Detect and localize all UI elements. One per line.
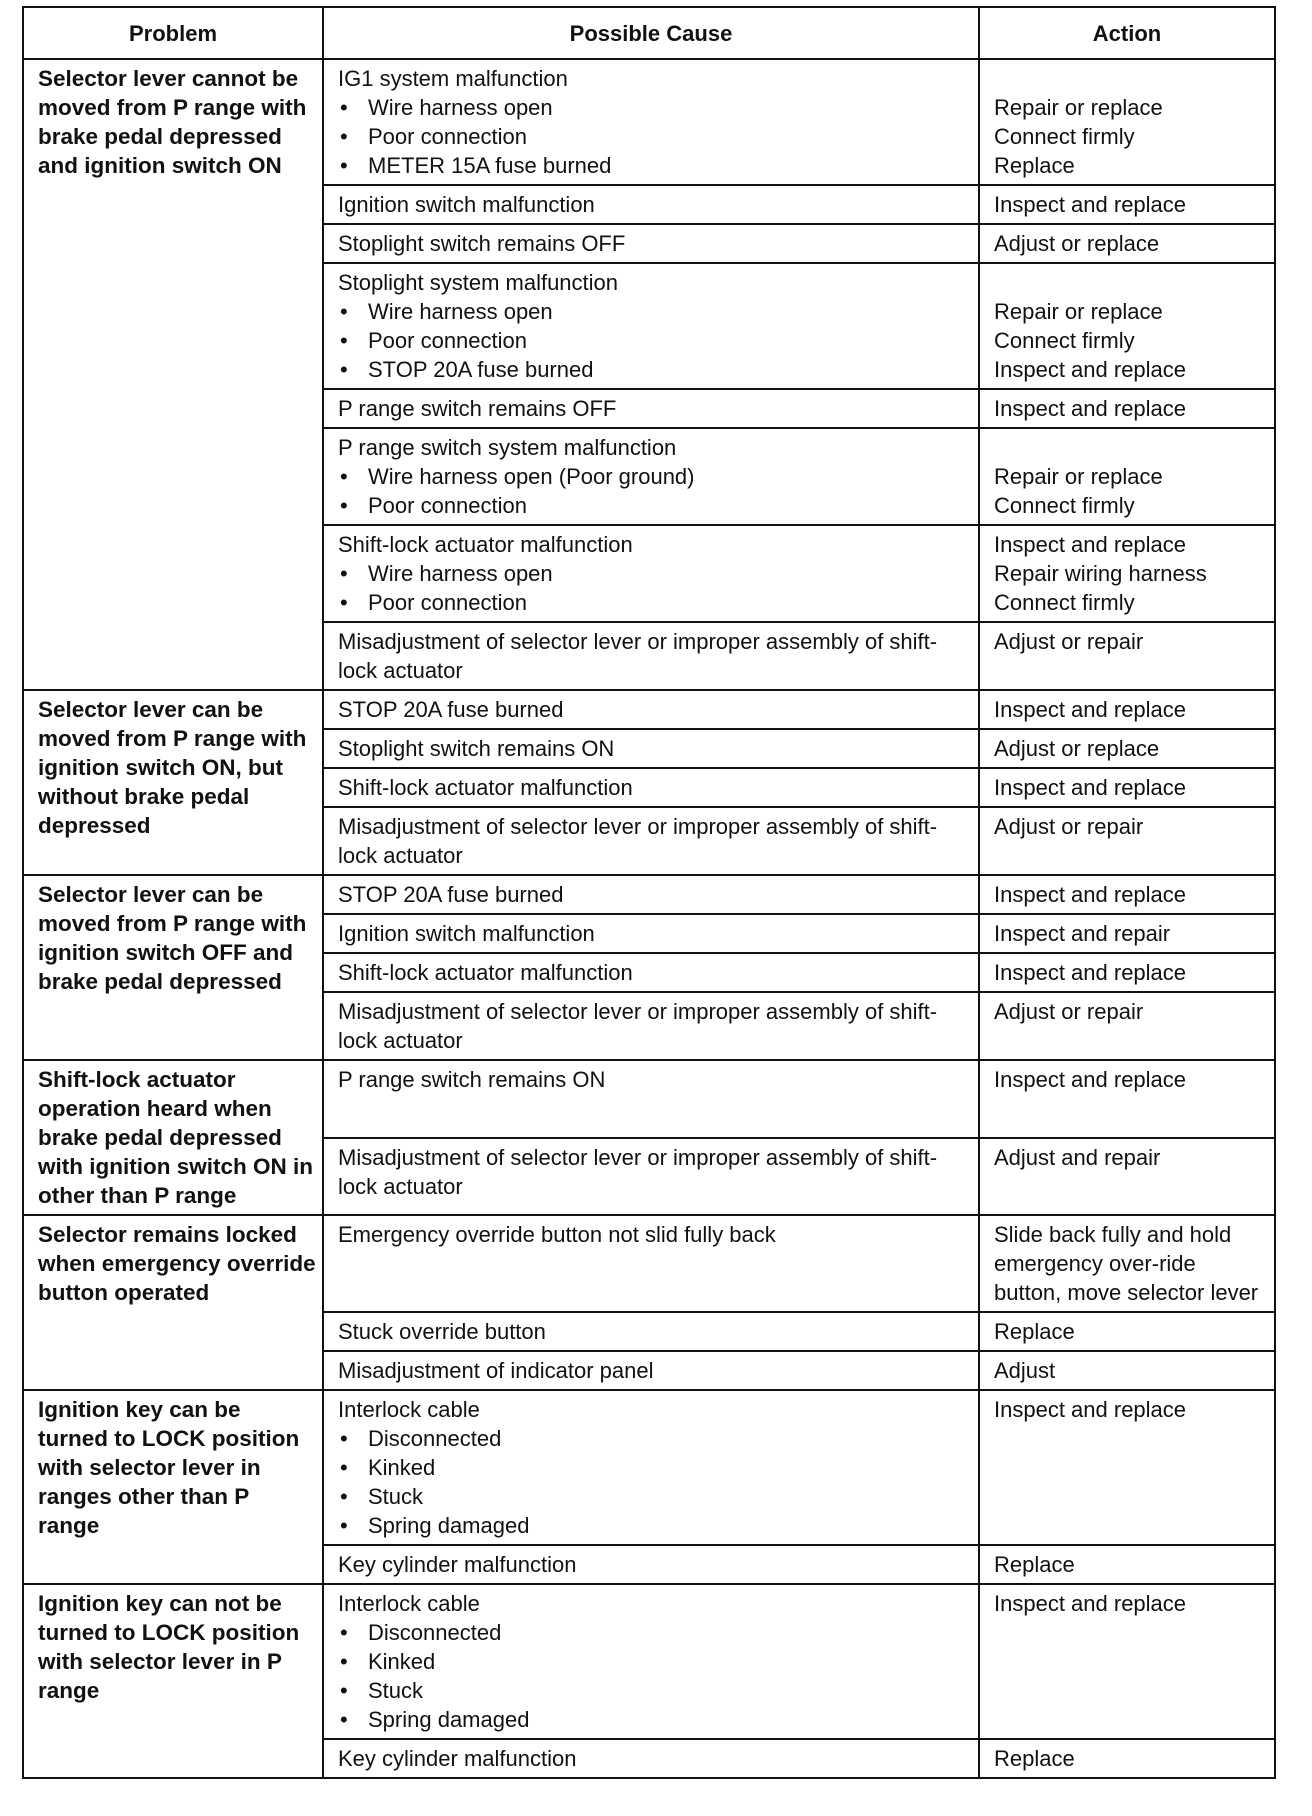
cause-cell xyxy=(323,525,979,622)
cause-bullet: • Disconnected xyxy=(338,1424,966,1453)
table-row xyxy=(23,59,1275,185)
cause-text: Ignition switch malfunction xyxy=(338,921,595,946)
action-text: Adjust xyxy=(994,1358,1056,1383)
cause-cell xyxy=(323,1351,979,1390)
cause-cell xyxy=(323,185,979,224)
problem-cell: Ignition key can be turned to LOCK position with selector lever in ranges other than P range xyxy=(23,1390,323,1584)
action-text: Inspect and replace xyxy=(994,396,1187,421)
cause-cell xyxy=(323,389,979,428)
cause-text: Emergency override button not slid fully back xyxy=(338,1222,776,1247)
table-row xyxy=(23,1060,1275,1138)
cause-text: Shift-lock actuator malfunction xyxy=(338,960,633,985)
cause-text: Shift-lock actuator malfunction xyxy=(338,532,633,557)
cause-text: Stuck override button xyxy=(338,1319,546,1344)
action-text: Slide back fully and hold emergency over-ride button, move selector lever xyxy=(994,1222,1259,1305)
cause-text: Key cylinder malfunction xyxy=(338,1746,577,1771)
problem-cell: Selector remains locked when emergency override button operated xyxy=(23,1215,323,1390)
action-cell xyxy=(979,185,1275,224)
cause-bullet: • Poor connection xyxy=(338,326,966,355)
spacer xyxy=(338,1094,966,1123)
table-row xyxy=(23,1390,1275,1545)
action-cell xyxy=(979,807,1275,875)
action-cell xyxy=(979,1584,1275,1739)
cause-bullet: • STOP 20A fuse burned xyxy=(338,355,966,384)
cause-text: Stoplight switch remains ON xyxy=(338,736,615,761)
cause-bullet: • Stuck xyxy=(338,1676,966,1705)
action-cell xyxy=(979,263,1275,389)
action-text: Inspect and replace xyxy=(994,1591,1187,1616)
table-row xyxy=(23,690,1275,729)
cause-cell xyxy=(323,1545,979,1584)
action-cell xyxy=(979,1545,1275,1584)
action-text: Inspect and replace xyxy=(994,1397,1187,1422)
action-cell xyxy=(979,1739,1275,1778)
problem-cell: Shift-lock actuator operation heard when brake pedal depressed with ignition switch ON in other than P range xyxy=(23,1060,323,1215)
table-body xyxy=(23,59,1275,1778)
action-text: Inspect and replace xyxy=(994,697,1187,722)
action-text: Adjust or repair xyxy=(994,629,1144,654)
table-row xyxy=(23,1215,1275,1312)
action-text: Connect firmly xyxy=(994,493,1135,518)
cause-cell xyxy=(323,622,979,690)
cause-text: Ignition switch malfunction xyxy=(338,192,595,217)
cause-cell xyxy=(323,729,979,768)
action-text: Repair or replace xyxy=(994,299,1163,324)
cause-bullet: • Wire harness open xyxy=(338,297,966,326)
action-text: Inspect and replace xyxy=(994,532,1187,557)
cause-cell xyxy=(323,1739,979,1778)
cause-bullet: • Stuck xyxy=(338,1482,966,1511)
cause-text: P range switch remains OFF xyxy=(338,396,617,421)
cause-bullet: • Disconnected xyxy=(338,1618,966,1647)
cause-text: Misadjustment of selector lever or improper assembly of shift-lock actuator xyxy=(338,629,938,683)
cause-text: STOP 20A fuse burned xyxy=(338,882,564,907)
action-text: Inspect and replace xyxy=(994,357,1187,382)
action-cell xyxy=(979,224,1275,263)
action-text: Replace xyxy=(994,1552,1075,1577)
problem-cell: Selector lever can be moved from P range with ignition switch OFF and brake pedal depressed xyxy=(23,875,323,1060)
action-cell xyxy=(979,1138,1275,1216)
cause-text: STOP 20A fuse burned xyxy=(338,697,564,722)
cause-cell xyxy=(323,768,979,807)
action-text: Adjust and repair xyxy=(994,1144,1161,1170)
header-problem: Problem xyxy=(23,7,323,59)
action-cell xyxy=(979,622,1275,690)
cause-cell xyxy=(323,1138,979,1216)
action-text: Inspect and repair xyxy=(994,921,1171,946)
troubleshooting-table xyxy=(22,6,1276,1779)
cause-text: P range switch remains ON xyxy=(338,1067,606,1092)
action-text: Adjust or replace xyxy=(994,736,1160,761)
cause-text: Misadjustment of indicator panel xyxy=(338,1358,654,1383)
cause-text: Misadjustment of selector lever or improper assembly of shift-lock actuator xyxy=(338,814,938,868)
cause-cell xyxy=(323,428,979,525)
action-text: Repair wiring harness xyxy=(994,561,1207,586)
problem-cell: Selector lever can be moved from P range with ignition switch ON, but without brake pedal depressed xyxy=(23,690,323,875)
table-row xyxy=(23,875,1275,914)
cause-cell xyxy=(323,690,979,729)
cause-cell xyxy=(323,1215,979,1312)
cause-text: Misadjustment of selector lever or improper assembly of shift-lock actuator xyxy=(338,1144,938,1199)
action-text: Replace xyxy=(994,1746,1075,1771)
action-text: Inspect and replace xyxy=(994,882,1187,907)
action-text: Adjust or repair xyxy=(994,999,1144,1024)
action-text: Adjust or repair xyxy=(994,814,1144,839)
cause-bullet: • Wire harness open xyxy=(338,559,966,588)
action-cell xyxy=(979,1215,1275,1312)
action-text: Inspect and replace xyxy=(994,960,1187,985)
action-text: Connect firmly xyxy=(994,590,1135,615)
cause-bullet: • Wire harness open (Poor ground) xyxy=(338,462,966,491)
cause-text: Misadjustment of selector lever or improper assembly of shift-lock actuator xyxy=(338,999,938,1053)
cause-bullet: • Kinked xyxy=(338,1647,966,1676)
cause-text: Key cylinder malfunction xyxy=(338,1552,577,1577)
cause-text: Interlock cable xyxy=(338,1397,480,1422)
header-possible-cause: Possible Cause xyxy=(323,7,979,59)
action-cell xyxy=(979,768,1275,807)
action-cell xyxy=(979,953,1275,992)
problem-cell: Ignition key can not be turned to LOCK position with selector lever in P range xyxy=(23,1584,323,1778)
cause-cell xyxy=(323,1584,979,1739)
action-text: Repair or replace xyxy=(994,464,1163,489)
cause-bullet: • Spring damaged xyxy=(338,1511,966,1540)
cause-cell xyxy=(323,1060,979,1138)
spacer xyxy=(994,64,1262,93)
cause-cell xyxy=(323,1312,979,1351)
cause-bullet: • Spring damaged xyxy=(338,1705,966,1734)
action-cell xyxy=(979,914,1275,953)
action-cell xyxy=(979,59,1275,185)
action-text: Inspect and replace xyxy=(994,775,1187,800)
action-cell xyxy=(979,389,1275,428)
cause-text: IG1 system malfunction xyxy=(338,66,568,91)
cause-text: Stoplight switch remains OFF xyxy=(338,231,626,256)
header-action: Action xyxy=(979,7,1275,59)
cause-cell xyxy=(323,914,979,953)
cause-cell xyxy=(323,992,979,1060)
cause-cell xyxy=(323,875,979,914)
action-cell xyxy=(979,525,1275,622)
spacer xyxy=(994,268,1262,297)
cause-bullet: • Poor connection xyxy=(338,122,966,151)
action-cell xyxy=(979,690,1275,729)
cause-text: P range switch system malfunction xyxy=(338,435,677,460)
cause-cell xyxy=(323,953,979,992)
action-text: Repair or replace xyxy=(994,95,1163,120)
action-text: Inspect and replace xyxy=(994,1067,1187,1092)
action-text: Connect firmly xyxy=(994,124,1135,149)
cause-cell xyxy=(323,224,979,263)
spacer xyxy=(994,433,1262,462)
cause-text: Shift-lock actuator malfunction xyxy=(338,775,633,800)
action-text: Replace xyxy=(994,153,1075,178)
cause-bullet: • Poor connection xyxy=(338,588,966,617)
action-cell xyxy=(979,875,1275,914)
cause-bullet: • Poor connection xyxy=(338,491,966,520)
action-cell xyxy=(979,1312,1275,1351)
action-cell xyxy=(979,1390,1275,1545)
action-text: Replace xyxy=(994,1319,1075,1344)
action-cell xyxy=(979,428,1275,525)
cause-bullet: • Kinked xyxy=(338,1453,966,1482)
action-cell xyxy=(979,1060,1275,1138)
cause-text: Interlock cable xyxy=(338,1591,480,1616)
action-cell xyxy=(979,729,1275,768)
action-text: Inspect and replace xyxy=(994,192,1187,217)
cause-bullet: • Wire harness open xyxy=(338,93,966,122)
table-row xyxy=(23,1584,1275,1739)
cause-cell xyxy=(323,59,979,185)
cause-cell xyxy=(323,1390,979,1545)
action-cell xyxy=(979,992,1275,1060)
action-text: Adjust or replace xyxy=(994,231,1160,256)
action-text: Connect firmly xyxy=(994,328,1135,353)
problem-cell: Selector lever cannot be moved from P range with brake pedal depressed and ignition switch ON xyxy=(23,59,323,690)
header-row xyxy=(23,7,1275,59)
action-cell xyxy=(979,1351,1275,1390)
cause-cell xyxy=(323,263,979,389)
cause-bullet: • METER 15A fuse burned xyxy=(338,151,966,180)
cause-cell xyxy=(323,807,979,875)
cause-text: Stoplight system malfunction xyxy=(338,270,619,295)
